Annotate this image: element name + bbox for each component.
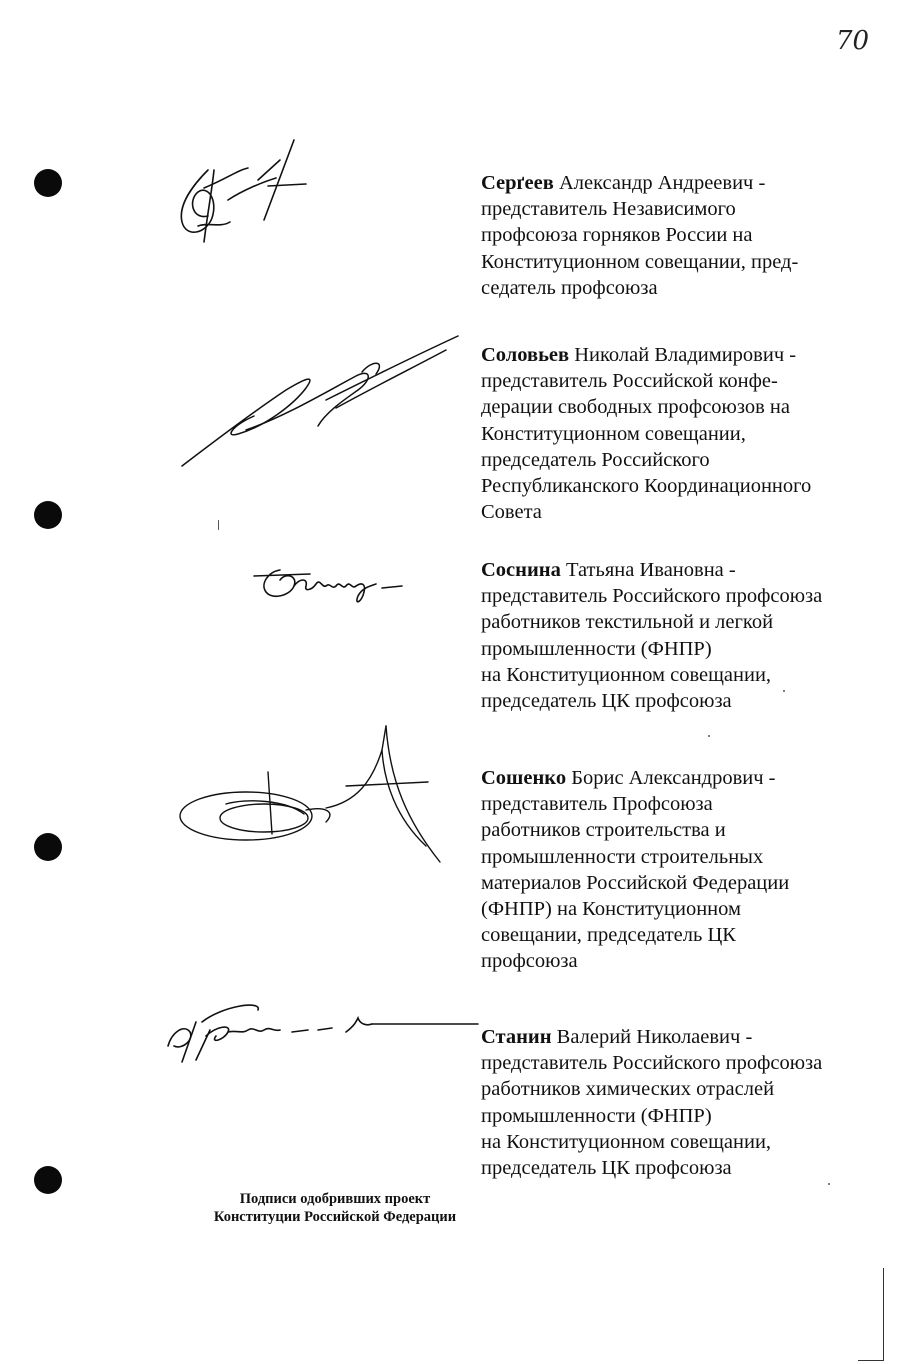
signature-sosnina [250,560,410,610]
member-entry [481,557,861,714]
entry-line: профсоюза горняков России на [481,224,753,247]
entry-line: работников химических отраслей [481,1078,775,1101]
entry-line: Совета [481,501,542,524]
entry-text: Александр Андреевич - [558,172,766,194]
entry-line: председатель ЦК профсоюза [481,690,732,713]
entry-line: работников строительства и [481,819,726,842]
page-caption [190,1190,480,1226]
scan-speck [218,520,219,530]
entry-line [481,170,861,196]
entry-line: представитель Российского профсоюза [481,1052,823,1075]
signature-soloviev [176,330,466,470]
entry-text: Татьяна Ивановна - [565,559,736,581]
binder-hole [34,501,62,529]
signature-soshenko [176,722,446,867]
entry-line: седатель профсоюза [481,276,658,299]
entry-text: Валерий Николаевич - [556,1026,753,1048]
entry-line: Конституционном совещании, пред- [481,250,799,273]
page-number: 70 [836,26,870,56]
member-entry [481,1024,861,1181]
member-surname: Серґеев [481,172,554,194]
member-entry [481,342,861,525]
signature-sergeev [168,130,318,260]
signature-stanin [162,996,482,1066]
member-surname: Соловьев [481,344,570,366]
binder-hole [34,833,62,861]
binder-hole [34,1166,62,1194]
caption-line: Подписи одобривших проект [239,1191,431,1207]
entry-line [481,342,861,368]
entry-line: представитель Независимого [481,198,736,221]
entry-line: работников текстильной и легкой [481,611,774,634]
entry-line: материалов Российской Федерации [481,871,790,894]
caption-line: Конституции Российской Федерации [213,1209,457,1225]
entry-line: представитель Российской конфе- [481,370,778,393]
entry-line: на Конституционном совещании, [481,1130,772,1153]
scan-speck [828,1183,830,1185]
entry-line [481,557,861,583]
entry-line: на Конституционном совещании, [481,663,772,686]
entry-line: профсоюза [481,950,578,973]
member-surname: Соснина [481,559,561,581]
entry-line: представитель Российского профсоюза [481,585,823,608]
entry-line: представитель Профсоюза [481,793,713,816]
entry-line [481,1024,861,1050]
entry-line: промышленности строительных [481,845,764,868]
member-surname: Станин [481,1026,552,1048]
entry-line: дерации свободных профсоюзов на [481,396,790,419]
entry-line: председатель Российского [481,448,710,471]
scan-edge-line [883,1268,884,1360]
scan-edge-line [858,1360,884,1361]
member-entry [481,170,861,301]
member-entry [481,765,861,975]
entry-text: Борис Александрович - [571,767,776,789]
entry-line: совещании, председатель ЦК [481,924,736,947]
entry-line: Республиканского Координационного [481,475,812,498]
entry-line [481,765,861,791]
entry-line: председатель ЦК профсоюза [481,1157,732,1180]
entry-line: промышленности (ФНПР) [481,637,712,660]
entry-line: (ФНПР) на Конституционном [481,898,741,921]
scan-speck [708,735,710,737]
member-surname: Сошенко [481,767,567,789]
entry-text: Николай Владимирович - [574,344,797,366]
entry-line: промышленности (ФНПР) [481,1104,712,1127]
entry-line: Конституционном совещании, [481,422,746,445]
binder-hole [34,169,62,197]
